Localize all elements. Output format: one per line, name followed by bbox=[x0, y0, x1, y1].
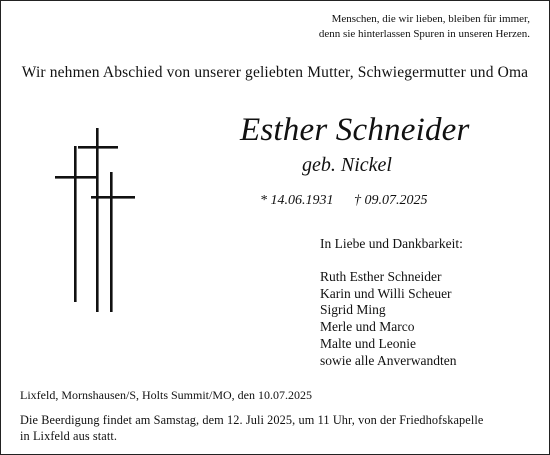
funeral-notice-line-2: in Lixfeld aus statt. bbox=[20, 429, 118, 443]
intro-text: Wir nehmen Abschied von unserer geliebten Mutter, Schwiegermutter und Oma bbox=[21, 64, 529, 81]
birth-date: * 14.06.1931 bbox=[260, 193, 334, 208]
mourner-name: Malte und Leonie bbox=[320, 335, 416, 351]
three-crosses-icon bbox=[50, 122, 140, 312]
motto-quote bbox=[319, 12, 530, 42]
place-and-date: Lixfeld, Mornshausen/S, Holts Summit/MO, den 10.07.2025 bbox=[20, 388, 312, 402]
mourners-list bbox=[320, 236, 463, 370]
mourners-heading: In Liebe und Dankbarkeit: bbox=[320, 236, 463, 251]
mourner-name: Ruth Esther Schneider bbox=[320, 268, 442, 284]
death-date: † 09.07.2025 bbox=[354, 193, 428, 208]
mourner-name: sowie alle Anverwandten bbox=[320, 352, 457, 368]
mourner-name: Merle und Marco bbox=[320, 319, 415, 335]
deceased-name: Esther Schneider bbox=[240, 112, 470, 148]
motto-line-2: denn sie hinterlassen Spuren in unseren Herzen. bbox=[318, 28, 530, 40]
motto-line-1: Menschen, die wir lieben, bleiben für immer, bbox=[331, 13, 530, 25]
mourner-name: Sigrid Ming bbox=[320, 302, 386, 318]
funeral-notice bbox=[20, 412, 532, 444]
mourner-name: Karin und Willi Scheuer bbox=[320, 285, 452, 301]
maiden-name: geb. Nickel bbox=[302, 154, 392, 176]
funeral-notice-line-1: Die Beerdigung findet am Samstag, dem 12. Juli 2025, um 11 Uhr, von der Friedhofskapelle bbox=[20, 413, 484, 427]
